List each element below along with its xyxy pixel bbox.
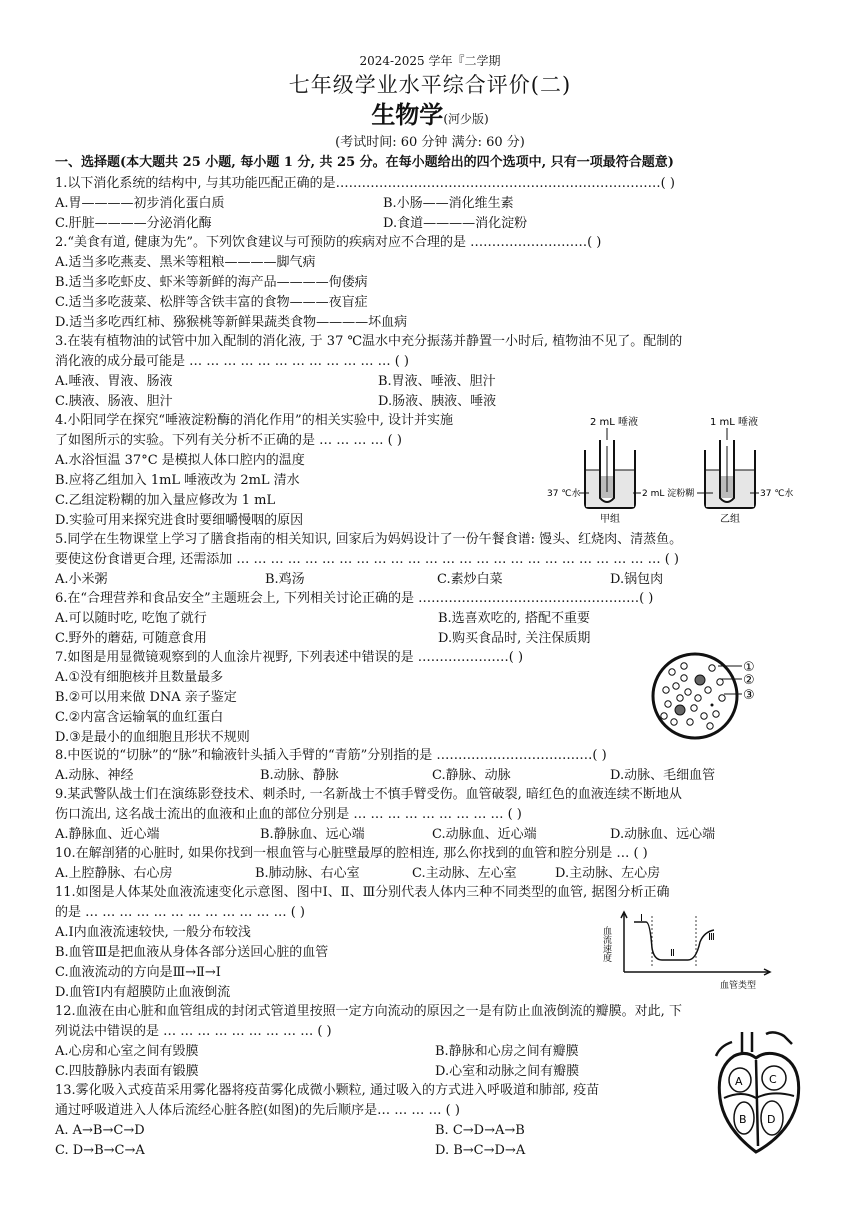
q7-stem: 7.如图是用显微镜观察到的人血涂片视野, 下列表述中错误的是 …………………( ) [55, 650, 524, 665]
q9-option-a[interactable]: A.静脉血、近心端 [55, 827, 160, 842]
red-blood-cell [701, 713, 707, 719]
fig11-xlabel: 血管类型 [720, 981, 757, 991]
fig7-mark-2: ② [743, 673, 755, 688]
section-heading: 一、选择题(本大题共 25 小题, 每小题 1 分, 共 25 分。在每小题给出的四个选项中, 只有一项最符合题意) [55, 155, 674, 170]
fig4-group-left: 甲组 [600, 514, 620, 524]
red-blood-cell [661, 713, 667, 719]
q11-option-c[interactable]: C.血液流动的方向是Ⅲ→Ⅱ→Ⅰ [55, 965, 221, 980]
platelet [711, 704, 714, 707]
q2-option-d[interactable]: D.适当多吃西红柿、猕猴桃等新鲜果蔬类食物————坏血病 [55, 315, 408, 330]
red-blood-cell [695, 695, 701, 701]
red-blood-cell [665, 701, 671, 707]
fig4-left-label: 2 mL 唾液 [590, 417, 639, 428]
fig11-label-1: Ⅰ [640, 913, 643, 924]
q5-stem-line2: 要使这份食谱更合理, 还需添加 … … … … … … … … … … … … … … … … … … … … … … … … … ( ) [55, 552, 679, 567]
q4-stem-line1: 4.小阳同学在探究“唾液淀粉酶的消化作用”的相关实验中, 设计并实施 [55, 413, 453, 428]
fig4-water-left: 37 ℃水 [547, 489, 581, 499]
q4-option-d[interactable]: D.实验可用来探究进食时要细嚼慢咽的原因 [55, 513, 304, 528]
red-blood-cell [719, 695, 725, 701]
red-blood-cell [673, 683, 679, 689]
subject-name: 生物学 [371, 100, 444, 129]
q11-option-d[interactable]: D.血管Ⅰ内有超膜防止血液倒流 [55, 985, 231, 1000]
q1-option-a[interactable]: A.胃————初步消化蛋白质 [55, 196, 225, 211]
q7-option-c[interactable]: C.②内富含运输氧的血红蛋白 [55, 710, 224, 725]
term-line: 2024-2025 学年『二学期 [359, 54, 501, 68]
q12-option-a[interactable]: A.心房和心室之间有毁膜 [55, 1044, 199, 1059]
white-blood-cell [675, 705, 685, 715]
q5-option-a[interactable]: A.小米粥 [55, 572, 108, 587]
q8-option-a[interactable]: A.动脉、神经 [55, 768, 134, 783]
q13-stem-line1: 13.雾化吸入式疫苗采用雾化器将疫苗雾化成微小颗粒, 通过吸入的方式进入呼吸道和肺部, 疫苗 [55, 1083, 600, 1098]
white-blood-cell [695, 675, 705, 685]
red-blood-cell [685, 689, 691, 695]
q2-option-c[interactable]: C.适当多吃菠菜、松胖等含铁丰富的食物———夜盲症 [55, 295, 368, 310]
q8-option-d[interactable]: D.动脉、毛细血管 [610, 768, 716, 783]
fig7-mark-1: ① [743, 660, 755, 675]
q12-option-c[interactable]: C.四肢静脉内表面有锻膜 [55, 1064, 199, 1079]
q9-option-c[interactable]: C.动脉血、近心端 [432, 827, 537, 842]
q9-stem-line1: 9.某武警队战士们在演练影登技术、刺杀时, 一名新战士不慎手臂受伤。血管破裂, 暗红色的血液连续不断地从 [55, 787, 682, 802]
heart-chamber-c: C [769, 1073, 777, 1086]
q2-option-b[interactable]: B.适当多吃虾皮、虾米等新鲜的海产品————佝偻病 [55, 275, 368, 290]
fig4-group-right: 乙组 [720, 514, 740, 524]
q6-option-d[interactable]: D.购买食品时, 关注保质期 [438, 631, 591, 646]
q5-option-b[interactable]: B.鸡汤 [265, 572, 305, 587]
red-blood-cell [707, 723, 713, 729]
q11-stem-line2: 的是 … … … … … … … … … … … … ( ) [55, 905, 305, 920]
blood-flow-figure [600, 908, 780, 1004]
fig4-right-label: 1 mL 唾液 [710, 417, 759, 428]
q8-stem: 8.中医说的“切脉”的“脉”和输液针头插入手臂的“青筋”分别指的是 ………………………………( ) [55, 748, 607, 763]
red-blood-cell [717, 679, 723, 685]
q12-stem-line1: 12.血液在由心脏和血管组成的封闭式管道里按照一定方向流动的原因之一是有防止血液倒流的瓣膜。对此, 下 [55, 1004, 682, 1019]
q4-option-b[interactable]: B.应将乙组加入 1mL 唾液改为 2mL 清水 [55, 473, 300, 488]
exam-meta: (考试时间: 60 分钟 满分: 60 分) [335, 135, 525, 150]
q9-option-d[interactable]: D.动脉血、远心端 [610, 827, 716, 842]
q13-stem-line2: 通过呼吸道进入人体后流经心脏各腔(如图)的先后顺序是… … … … ( ) [55, 1103, 460, 1118]
red-blood-cell [681, 663, 687, 669]
q10-stem: 10.在解剖猪的心脏时, 如果你找到一根血管与心脏壁最厚的腔相连, 那么你找到的血管和腔分别是 … ( ) [55, 846, 648, 861]
q13-option-c[interactable]: C. D→B→C→A [55, 1143, 145, 1158]
q10-option-d[interactable]: D.主动脉、左心房 [555, 866, 661, 881]
q2-option-a[interactable]: A.适当多吃燕麦、黑米等粗粮————脚气病 [55, 255, 316, 270]
q11-option-b[interactable]: B.血管Ⅲ是把血液从身体各部分送回心脏的血管 [55, 945, 329, 960]
red-blood-cell [705, 687, 711, 693]
red-blood-cell [663, 687, 669, 693]
q1-option-c[interactable]: C.肝脏————分泌消化酶 [55, 216, 212, 231]
q10-option-b[interactable]: B.肺动脉、右心室 [255, 866, 360, 881]
great-vessels [716, 1032, 792, 1056]
q3-stem-line2: 消化液的成分最可能是 … … … … … … … … … … … … ( ) [55, 354, 409, 369]
q5-stem-line1: 5.同学在生物课堂上学习了膳食指南的相关知识, 回家后为妈妈设计了一份午餐食谱: 馒头、红烧肉、清蒸鱼。 [55, 532, 683, 547]
heart-chamber-a: A [735, 1075, 743, 1088]
q7-option-d[interactable]: D.③是最小的血细胞且形状不规则 [55, 730, 250, 745]
fig4-middle-label: 2 mL 淀粉糊 [642, 489, 695, 499]
saliva-experiment-figure [545, 412, 810, 524]
subject-title [0, 100, 860, 134]
q5-option-d[interactable]: D.锅包肉 [610, 572, 664, 587]
q7-option-b[interactable]: B.②可以用来做 DNA 亲子鉴定 [55, 690, 237, 705]
q11-stem-line1: 11.如图是人体某处血液流速变化示意图、图中Ⅰ、Ⅱ、Ⅲ分别代表人体内三种不同类型的血管, 据图分析正确 [55, 885, 670, 900]
q12-option-b[interactable]: B.静脉和心房之间有瓣膜 [435, 1044, 579, 1059]
heart-chamber-d: D [767, 1113, 776, 1126]
q6-stem: 6.在“合理营养和食品安全”主题班会上, 下列相关讨论正确的是 ……………………………………………( ) [55, 591, 654, 606]
q10-option-c[interactable]: C.主动脉、左心室 [412, 866, 517, 881]
q11-option-a[interactable]: A.Ⅰ内血液流速较快, 一般分布较浅 [55, 925, 251, 940]
heart-chamber-b: B [739, 1113, 747, 1126]
q12-option-d[interactable]: D.心室和动脉之间有瓣膜 [435, 1064, 580, 1079]
fig11-label-3: Ⅲ [708, 932, 715, 943]
q9-stem-line2: 伤口流出, 这名战士流出的血液和止血的部位分别是 … … … … … … … … … ( ) [55, 807, 522, 822]
q3-option-b[interactable]: B.胃液、唾液、胆汁 [378, 374, 496, 389]
q1-option-b[interactable]: B.小肠——消化维生素 [383, 196, 514, 211]
q8-option-b[interactable]: B.动脉、静脉 [260, 768, 339, 783]
q4-option-c[interactable]: C.乙组淀粉糊的加入量应修改为 1 mL [55, 493, 276, 508]
fig4-water-right: 37 ℃水 [760, 489, 794, 499]
q9-option-b[interactable]: B.静脉血、远心端 [260, 827, 365, 842]
q6-option-a[interactable]: A.可以随时吃, 吃饱了就行 [55, 611, 207, 626]
q7-option-a[interactable]: A.①没有细胞核并且数量最多 [55, 670, 224, 685]
blood-smear-figure [650, 650, 770, 742]
q6-option-b[interactable]: B.选喜欢吃的, 搭配不重要 [438, 611, 590, 626]
q13-option-b[interactable]: B. C→D→A→B [435, 1123, 525, 1138]
red-blood-cell [677, 695, 683, 701]
q8-option-c[interactable]: C.静脉、动脉 [432, 768, 511, 783]
red-blood-cell [713, 711, 719, 717]
q10-option-a[interactable]: A.上腔静脉、右心房 [55, 866, 173, 881]
heart-figure [712, 1028, 807, 1158]
q13-option-a[interactable]: A. A→B→C→D [55, 1123, 145, 1138]
red-blood-cell [671, 719, 677, 725]
q5-option-c[interactable]: C.素炒白菜 [437, 572, 503, 587]
red-blood-cell [709, 665, 715, 671]
q6-option-c[interactable]: C.野外的蘑菇, 可随意食用 [55, 631, 207, 646]
q3-option-c[interactable]: C.胰液、肠液、胆汁 [55, 394, 173, 409]
q12-stem-line2: 列说法中错误的是 … … … … … … … … … ( ) [55, 1024, 332, 1039]
q4-option-a[interactable]: A.水浴恒温 37°C 是模拟人体口腔内的温度 [55, 453, 305, 468]
q3-stem-line1: 3.在装有植物油的试管中加入配制的消化液, 于 37 ℃温水中充分振荡并静置一小时后, 植物油不见了。配制的 [55, 334, 683, 349]
q13-option-d[interactable]: D. B→C→D→A [435, 1143, 526, 1158]
red-blood-cell [691, 705, 697, 711]
exam-title: 七年级学业水平综合评价(二) [288, 73, 572, 97]
q3-option-d[interactable]: D.肠液、胰液、唾液 [378, 394, 497, 409]
fig11-ylabel: 血流速度 [601, 926, 611, 962]
fig11-label-2: Ⅱ [670, 948, 675, 959]
fig7-mark-3: ③ [743, 688, 755, 703]
red-blood-cell [687, 719, 693, 725]
edition-label: (河少版) [443, 112, 489, 126]
q2-stem: 2.“美食有道, 健康为先”。下列饮食建议与可预防的疾病对应不合理的是 ………………………( ) [55, 235, 602, 250]
q4-stem-line2: 了如图所示的实验。下列有关分析不正确的是 … … … … ( ) [55, 433, 402, 448]
q1-stem: 1.以下消化系统的结构中, 与其功能匹配正确的是…………………………………………………………………( ) [55, 176, 675, 191]
q1-option-d[interactable]: D.食道————消化淀粉 [383, 216, 528, 231]
red-blood-cell [681, 675, 687, 681]
q3-option-a[interactable]: A.唾液、胃液、肠液 [55, 374, 173, 389]
red-blood-cell [669, 669, 675, 675]
